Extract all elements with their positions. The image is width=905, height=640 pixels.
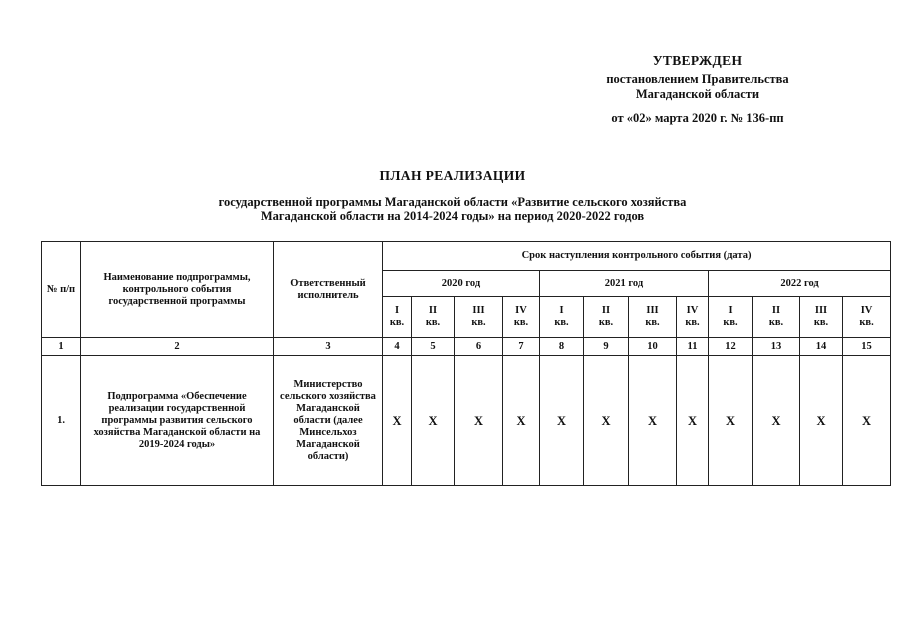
quarter-mark: X xyxy=(412,356,455,486)
column-number: 8 xyxy=(540,338,584,356)
column-number: 14 xyxy=(800,338,843,356)
plan-subtitle-line1: государственной программы Магаданской области «Развитие сельского хозяйства xyxy=(218,195,687,209)
header-quarter xyxy=(383,297,412,338)
quarter-mark: X xyxy=(584,356,629,486)
quarter-number: I xyxy=(728,305,733,316)
plan-title: ПЛАН РЕАЛИЗАЦИИ xyxy=(379,168,526,183)
column-number: 5 xyxy=(412,338,455,356)
header-year: 2020 год xyxy=(383,271,540,297)
header-deadline: Срок наступления контрольного события (дата) xyxy=(383,242,891,271)
quarter-mark: X xyxy=(629,356,677,486)
quarter-suffix: кв. xyxy=(859,317,874,328)
quarter-number: I xyxy=(394,305,400,316)
quarter-number: II xyxy=(601,305,611,316)
header-quarter xyxy=(843,297,891,338)
header-quarter xyxy=(800,297,843,338)
quarter-number: IV xyxy=(860,305,873,316)
header-quarter xyxy=(709,297,753,338)
column-number: 12 xyxy=(709,338,753,356)
column-number: 6 xyxy=(455,338,503,356)
column-number: 9 xyxy=(584,338,629,356)
quarter-mark: X xyxy=(503,356,540,486)
header-quarter xyxy=(540,297,584,338)
quarter-suffix: кв. xyxy=(471,317,486,328)
quarter-number: II xyxy=(428,305,438,316)
header-executor: Ответственный исполнитель xyxy=(274,242,383,338)
quarter-suffix: кв. xyxy=(813,317,829,328)
header-quarter xyxy=(503,297,540,338)
row-subprogram-name: Подпрограмма «Обеспечение реализации государственной программы развития сельского хозяйства Магаданской области на 2019-2024 годы» xyxy=(81,356,274,486)
plan-table xyxy=(41,241,891,486)
row-executor: Министерство сельского хозяйства Магаданской области (далее Минсельхоз Магаданской области) xyxy=(274,356,383,486)
header-quarter xyxy=(753,297,800,338)
quarter-number: IV xyxy=(686,305,699,316)
quarter-number: IV xyxy=(515,305,527,316)
column-number: 2 xyxy=(81,338,274,356)
quarter-number: I xyxy=(559,305,564,316)
header-quarter xyxy=(455,297,503,338)
quarter-mark: X xyxy=(455,356,503,486)
quarter-mark: X xyxy=(843,356,891,486)
plan-subtitle-line2: Магаданской области на 2014-2024 годы» на период 2020-2022 годов xyxy=(260,209,645,223)
table-row xyxy=(42,356,891,486)
quarter-mark: X xyxy=(753,356,800,486)
quarter-suffix: кв. xyxy=(768,317,784,328)
approval-region: Магаданской области xyxy=(635,87,760,101)
quarter-suffix: кв. xyxy=(389,317,405,328)
header-number: № п/п xyxy=(42,242,81,338)
column-number: 1 xyxy=(42,338,81,356)
header-year: 2021 год xyxy=(540,271,709,297)
header-quarter xyxy=(412,297,455,338)
header-quarter xyxy=(584,297,629,338)
quarter-number: III xyxy=(646,305,659,316)
row-number: 1. xyxy=(42,356,81,486)
quarter-suffix: кв. xyxy=(598,317,614,328)
quarter-mark: X xyxy=(383,356,412,486)
quarter-suffix: кв. xyxy=(554,317,569,328)
column-number: 11 xyxy=(677,338,709,356)
quarter-mark: X xyxy=(540,356,584,486)
column-number: 3 xyxy=(274,338,383,356)
quarter-suffix: кв. xyxy=(723,317,738,328)
column-number: 10 xyxy=(629,338,677,356)
quarter-suffix: кв. xyxy=(513,317,529,328)
quarter-mark: X xyxy=(709,356,753,486)
quarter-suffix: кв. xyxy=(685,317,700,328)
quarter-mark: X xyxy=(800,356,843,486)
column-number: 13 xyxy=(753,338,800,356)
approval-resolution: постановлением Правительства xyxy=(606,72,789,86)
header-quarter xyxy=(677,297,709,338)
column-number: 4 xyxy=(383,338,412,356)
quarter-number: III xyxy=(814,305,828,316)
header-name: Наименование подпрограммы, контрольного события государственной программы xyxy=(81,242,274,338)
quarter-number: II xyxy=(771,305,781,316)
column-number: 15 xyxy=(843,338,891,356)
approval-title: УТВЕРЖДЕН xyxy=(652,53,743,68)
quarter-mark: X xyxy=(677,356,709,486)
quarter-suffix: кв. xyxy=(645,317,660,328)
header-year: 2022 год xyxy=(709,271,891,297)
quarter-number: III xyxy=(472,305,485,316)
approval-date-number: от «02» марта 2020 г. № 136-пп xyxy=(611,111,784,125)
column-number: 7 xyxy=(503,338,540,356)
header-quarter xyxy=(629,297,677,338)
quarter-suffix: кв. xyxy=(425,317,441,328)
